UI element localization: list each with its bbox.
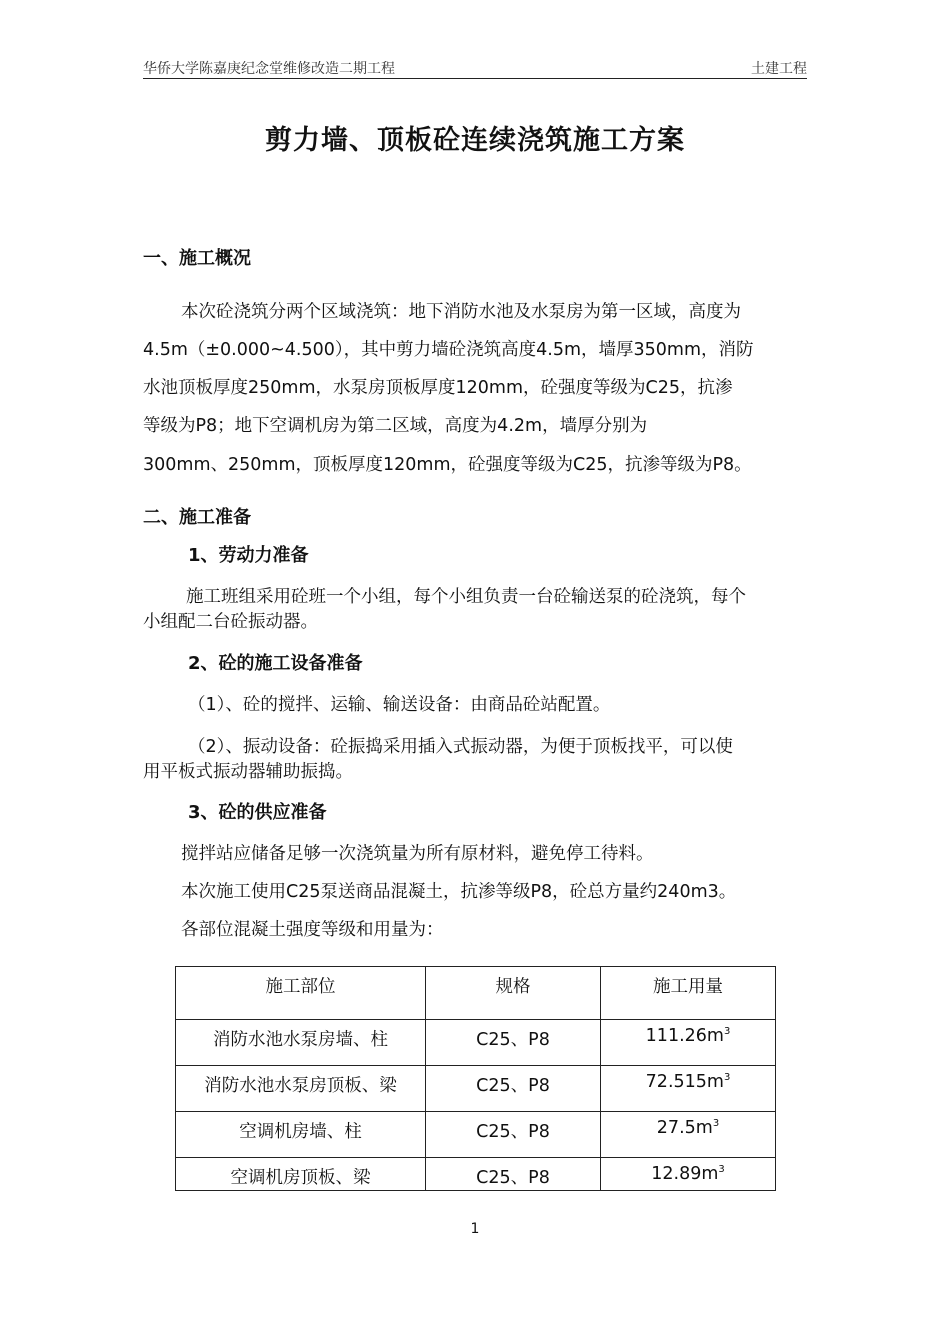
section-1-line-5: 300mm、250mm，顶板厚度120mm，砼强度等级为C25，抗渗等级为P8。: [143, 455, 752, 475]
header-project-name: 华侨大学陈嘉庚纪念堂维修改造二期工程: [143, 61, 395, 77]
document-title: 剪力墙、顶板砼连续浇筑施工方案: [265, 125, 685, 156]
table-row: [176, 1112, 776, 1158]
qty-value: 27.5m: [656, 1118, 713, 1138]
table-cell-part: 空调机房顶板、梁: [176, 1158, 426, 1191]
subsection-supply-heading: 3、砼的供应准备: [188, 802, 327, 823]
subsection-equipment-heading: 2、砼的施工设备准备: [188, 653, 363, 674]
unit-superscript: 3: [723, 1072, 731, 1084]
table-row: [176, 1066, 776, 1112]
table-cell-spec: C25、P8: [426, 1158, 601, 1191]
page-number: 1: [470, 1221, 480, 1237]
table-header-row: [176, 967, 776, 1020]
table-header-cell: 施工部位: [176, 967, 426, 1020]
section-2-heading: 二、施工准备: [143, 507, 251, 528]
unit-superscript: 3: [712, 1118, 720, 1130]
subsection-supply-line-1: 搅拌站应储备足够一次浇筑量为所有原材料，避免停工待料。: [181, 844, 654, 864]
table-header-cell: 规格: [426, 967, 601, 1020]
table-cell-spec: C25、P8: [426, 1066, 601, 1112]
unit-superscript: 3: [718, 1164, 725, 1176]
unit-superscript: 3: [723, 1026, 731, 1038]
table-row: [176, 1020, 776, 1066]
section-1-heading: 一、施工概况: [143, 248, 251, 269]
subsection-equipment-item-2-line-2: 用平板式振动器辅助振捣。: [143, 762, 353, 782]
table-cell-part: 空调机房墙、柱: [176, 1112, 426, 1158]
page-header: [143, 56, 807, 79]
table-header-cell: 施工用量: [601, 967, 776, 1020]
qty-value: 12.89m: [651, 1164, 719, 1184]
section-1-line-3: 水池顶板厚度250mm，水泵房顶板厚度120mm，砼强度等级为C25，抗渗: [143, 378, 733, 398]
table-cell-part: 消防水池水泵房顶板、梁: [176, 1066, 426, 1112]
table-cell-qty: [601, 1066, 776, 1112]
subsection-labor-line-2: 小组配二台砼振动器。: [143, 612, 318, 632]
subsection-equipment-item-1: （1）、砼的搅拌、运输、输送设备：由商品砼站配置。: [188, 695, 611, 715]
header-discipline: 土建工程: [751, 61, 807, 77]
table-cell-qty: [601, 1158, 776, 1191]
section-1-line-1: 本次砼浇筑分两个区域浇筑：地下消防水池及水泵房为第一区域，高度为: [181, 302, 741, 322]
table-cell-spec: C25、P8: [426, 1112, 601, 1158]
qty-value: 72.515m: [645, 1072, 724, 1092]
concrete-usage-table: [175, 966, 776, 1191]
table-cell-spec: C25、P8: [426, 1020, 601, 1066]
table-cell-qty: [601, 1112, 776, 1158]
subsection-supply-line-3: 各部位混凝土强度等级和用量为：: [181, 920, 444, 940]
table-cell-part: 消防水池水泵房墙、柱: [176, 1020, 426, 1066]
subsection-labor-heading: 1、劳动力准备: [188, 545, 309, 566]
subsection-equipment-item-2-line-1: （2）、振动设备：砼振捣采用插入式振动器，为便于顶板找平，可以使: [188, 737, 733, 757]
subsection-supply-line-2: 本次施工使用C25泵送商品混凝土，抗渗等级P8，砼总方量约240m3。: [181, 882, 737, 902]
table-cell-qty: [601, 1020, 776, 1066]
subsection-labor-line-1: 施工班组采用砼班一个小组，每个小组负责一台砼输送泵的砼浇筑，每个: [186, 587, 746, 607]
qty-value: 111.26m: [645, 1026, 724, 1046]
section-1-line-4: 等级为P8；地下空调机房为第二区域，高度为4.2m，墙厚分别为: [143, 416, 648, 436]
table-row: [176, 1158, 776, 1191]
section-1-line-2: 4.5m（±0.000~4.500），其中剪力墙砼浇筑高度4.5m，墙厚350mm，消防: [143, 340, 754, 360]
